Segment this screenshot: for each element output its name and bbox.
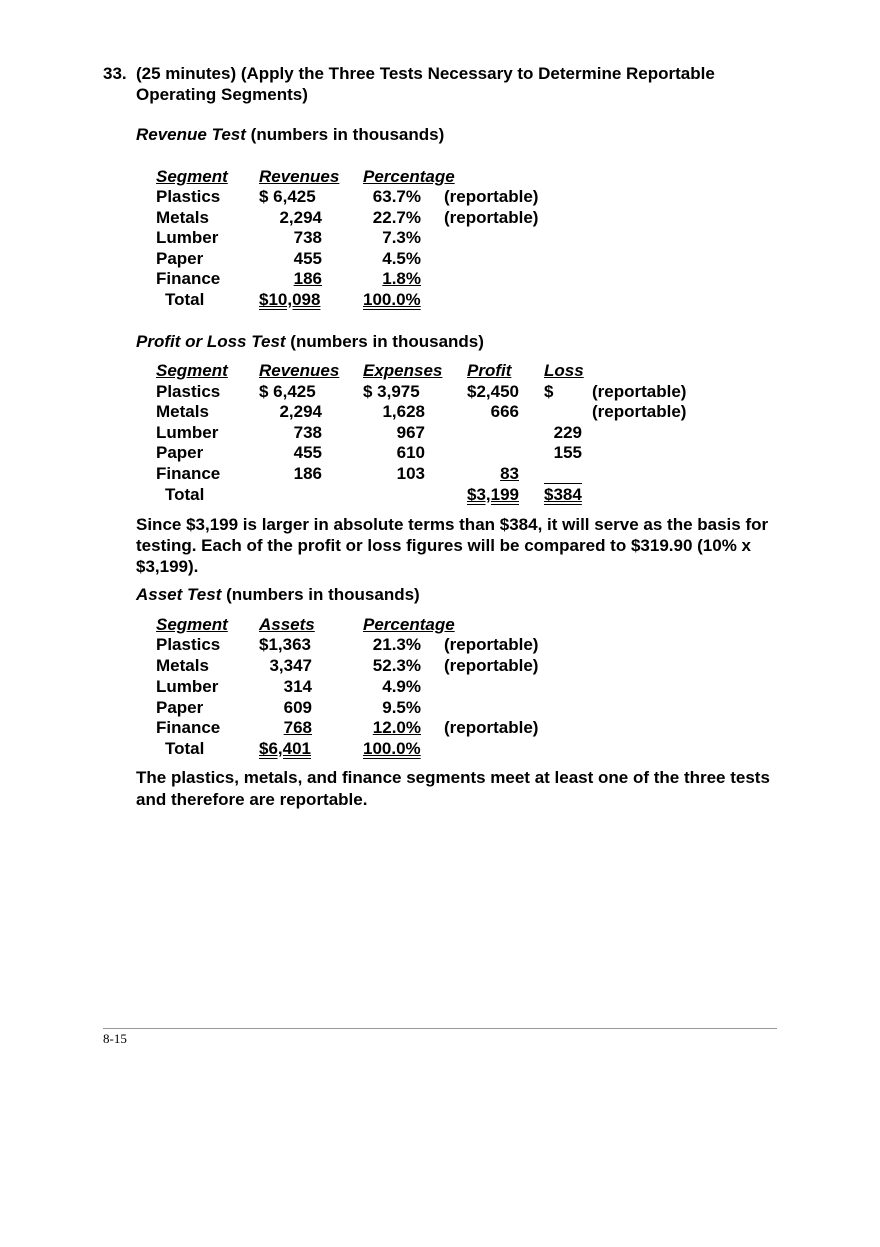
pl-row-expenses: 967 <box>396 423 425 442</box>
revenue-finance-revenues: 186 <box>293 269 322 288</box>
pl-row-segment: Paper <box>156 443 204 462</box>
conclusion-line1: The plastics, metals, and finance segments meet at least one of the three tests <box>136 768 770 787</box>
asset-finance-assets: 768 <box>283 718 312 737</box>
asset-row-assets: 3,347 <box>269 656 312 675</box>
pl-row-segment: Plastics <box>156 382 221 401</box>
pl-header-segment: Segment <box>156 361 228 380</box>
revenue-row-revenues: 455 <box>293 249 322 268</box>
asset-header-segment: Segment <box>156 615 228 634</box>
asset-row-note: (reportable) <box>444 718 539 737</box>
asset-row-assets <box>259 718 312 738</box>
revenue-row-percentage: 7.3% <box>382 228 421 247</box>
asset-row-segment: Paper <box>156 698 204 717</box>
page-number: 8-15 <box>103 1031 127 1046</box>
revenue-row-percentage: 4.5% <box>382 249 421 268</box>
revenue-row-segment: Plastics <box>156 187 221 206</box>
pl-explanation-line1: Since $3,199 is larger in absolute terms than $384, it will serve as the basis for <box>136 515 769 534</box>
revenue-header-segment: Segment <box>156 167 228 186</box>
asset-test-subtitle: (numbers in thousands) <box>226 585 420 604</box>
problem-number: 33. <box>103 64 127 83</box>
asset-row-assets: 314 <box>283 677 312 696</box>
revenue-row-revenues: $ 6,425 <box>259 187 316 206</box>
pl-row-profit: $2,450 <box>467 382 519 401</box>
pl-row-revenues: 2,294 <box>279 402 322 421</box>
asset-row-percentage: 4.9% <box>382 677 421 696</box>
asset-row-note: (reportable) <box>444 635 539 654</box>
pl-row-note: (reportable) <box>592 402 687 421</box>
pl-row-loss: 229 <box>553 423 582 442</box>
profit-loss-test-title: Profit or Loss Test <box>136 332 286 351</box>
asset-test-heading <box>136 585 420 605</box>
pl-row-revenues: $ 6,425 <box>259 382 316 401</box>
revenue-row-percentage: 22.7% <box>372 208 421 227</box>
pl-header-expenses: Expenses <box>363 361 443 380</box>
pl-header-revenues: Revenues <box>259 361 340 380</box>
revenue-row-segment: Paper <box>156 249 204 268</box>
pl-explanation-line2: testing. Each of the profit or loss figures will be compared to $319.90 (10% x <box>136 536 751 555</box>
asset-row-assets: 609 <box>283 698 312 717</box>
pl-row-expenses: 1,628 <box>382 402 425 421</box>
revenue-row-revenues: 738 <box>293 228 322 247</box>
revenue-row-revenues: 2,294 <box>279 208 322 227</box>
revenue-row-note: (reportable) <box>444 187 539 206</box>
pl-row-expenses: 610 <box>396 443 425 462</box>
pl-explanation-line3: $3,199). <box>136 557 199 576</box>
problem-title-line2: Operating Segments) <box>136 85 308 104</box>
pl-row-note: (reportable) <box>592 382 687 401</box>
conclusion-line2: and therefore are reportable. <box>136 790 368 809</box>
asset-total-assets: $6,401 <box>259 739 311 758</box>
asset-row-assets: $1,363 <box>259 635 311 654</box>
revenue-total-percentage: 100.0% <box>363 290 421 309</box>
revenue-header-percentage: Percentage <box>363 167 455 186</box>
asset-row-percentage <box>363 718 421 738</box>
revenue-row-segment: Lumber <box>156 228 219 247</box>
pl-header-profit: Profit <box>467 361 512 380</box>
problem-title-line1: (25 minutes) (Apply the Three Tests Necessary to Determine Reportable <box>136 64 715 83</box>
asset-row-segment: Finance <box>156 718 221 737</box>
pl-row-expenses: $ 3,975 <box>363 382 420 401</box>
footer-divider <box>103 1028 777 1029</box>
asset-total-label: Total <box>165 739 205 758</box>
asset-row-segment: Metals <box>156 656 209 675</box>
pl-row-segment: Finance <box>156 464 221 483</box>
revenue-row-note: (reportable) <box>444 208 539 227</box>
pl-row-revenues: 738 <box>293 423 322 442</box>
pl-total-label: Total <box>165 485 205 504</box>
revenue-row-percentage <box>363 269 421 289</box>
pl-row-profit <box>467 464 519 484</box>
asset-row-segment: Lumber <box>156 677 219 696</box>
revenue-header-revenues: Revenues <box>259 167 340 186</box>
asset-row-segment: Plastics <box>156 635 221 654</box>
asset-header-percentage: Percentage <box>363 615 455 634</box>
revenue-test-heading <box>136 125 444 145</box>
asset-row-note: (reportable) <box>444 656 539 675</box>
asset-finance-percentage: 12.0% <box>372 718 421 737</box>
revenue-row-percentage: 63.7% <box>372 187 421 206</box>
pl-total-loss: $384 <box>544 485 582 504</box>
revenue-row-segment: Metals <box>156 208 209 227</box>
pl-loss-rule <box>544 483 582 484</box>
asset-row-percentage: 52.3% <box>372 656 421 675</box>
pl-row-expenses: 103 <box>396 464 425 483</box>
pl-finance-profit: 83 <box>500 464 519 483</box>
pl-row-revenues: 455 <box>293 443 322 462</box>
pl-row-revenues: 186 <box>293 464 322 483</box>
asset-row-percentage: 9.5% <box>382 698 421 717</box>
pl-row-loss: 155 <box>553 443 582 462</box>
asset-row-percentage: 21.3% <box>372 635 421 654</box>
pl-row-segment: Lumber <box>156 423 219 442</box>
revenue-row-segment: Finance <box>156 269 221 288</box>
profit-loss-test-subtitle: (numbers in thousands) <box>290 332 484 351</box>
revenue-finance-percentage: 1.8% <box>382 269 421 288</box>
revenue-test-subtitle: (numbers in thousands) <box>250 125 445 144</box>
revenue-row-revenues <box>259 269 322 289</box>
asset-test-title: Asset Test <box>136 585 222 604</box>
pl-header-loss: Loss <box>544 361 584 380</box>
pl-row-loss: $ <box>544 382 554 401</box>
asset-header-assets: Assets <box>259 615 315 634</box>
pl-row-segment: Metals <box>156 402 209 421</box>
asset-total-percentage: 100.0% <box>363 739 421 758</box>
profit-loss-test-heading <box>136 332 484 352</box>
pl-row-profit: 666 <box>490 402 519 421</box>
revenue-total-revenues: $10,098 <box>259 290 321 309</box>
pl-total-profit: $3,199 <box>467 485 519 504</box>
revenue-test-title: Revenue Test <box>136 125 246 144</box>
revenue-total-label: Total <box>165 290 205 309</box>
